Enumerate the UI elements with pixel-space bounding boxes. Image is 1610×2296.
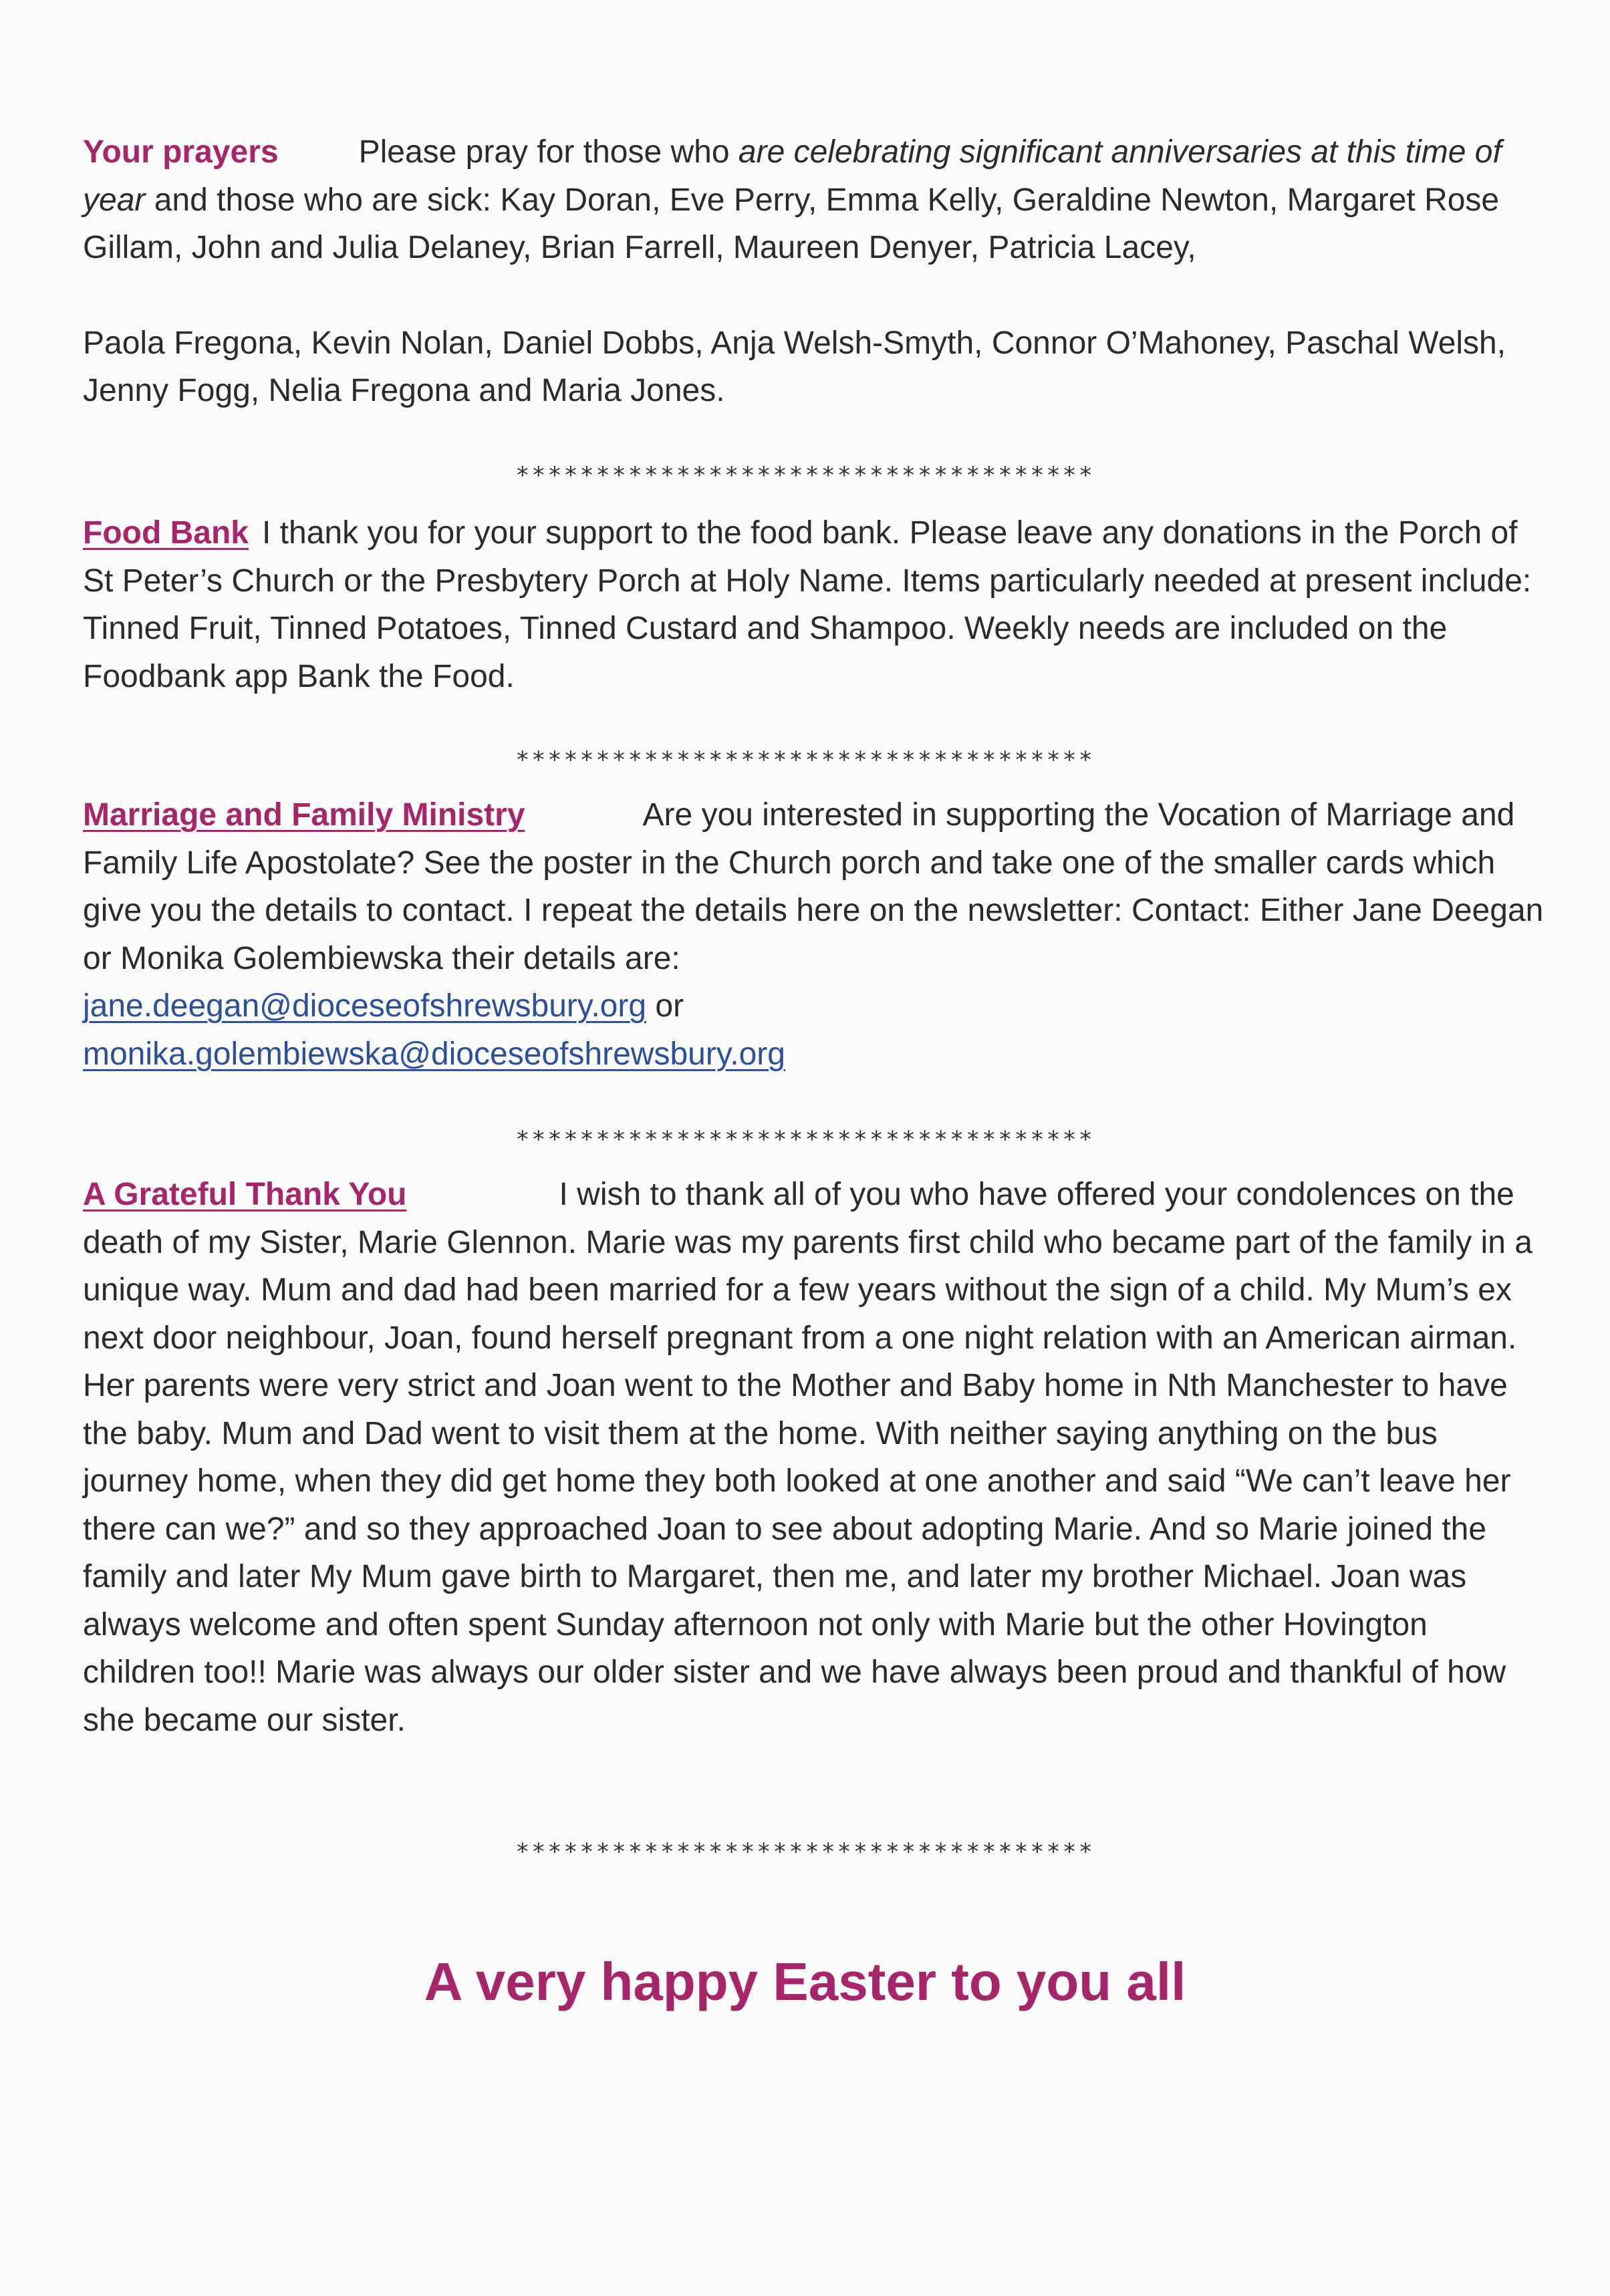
prayers-paragraph-2: Paola Fregona, Kevin Nolan, Daniel Dobbs, Anja Welsh-Smyth, Connor O’Mahoney, Paschal Welsh, Jenny Fogg, Nelia Fregona and Maria Jones. (83, 325, 1506, 408)
prayers-paragraph-1 (83, 128, 1547, 272)
separator: ************************************ (515, 747, 1095, 774)
separator: ************************************ (515, 1127, 1095, 1153)
easter-greeting: A very happy Easter to you all (424, 1952, 1186, 2011)
food-bank-text: I thank you for your support to the food bank. Please leave any donations in the Porch of St Peter’s Church or the Presbytery Porch at Holy Name. Items particularly needed at present include: Tinned Fruit, Tinned Potatoes, Tinned Custard and Shampoo. Weekly needs are included on the Foodbank app Bank the Food. (83, 515, 1532, 694)
thanks-heading: A Grateful Thank You (83, 1177, 407, 1212)
prayers-heading: Your prayers (83, 134, 279, 170)
food-bank-section (83, 509, 1547, 700)
marriage-heading: Marriage and Family Ministry (83, 797, 525, 833)
food-bank-heading: Food Bank (83, 515, 249, 551)
prayers-sick-names: and those who are sick: Kay Doran, Eve Perry, Emma Kelly, Geraldine Newton, Margaret Rose Gillam, John and Julia Delaney, Brian Farrell, Maureen Denyer, Patricia Lacey, (83, 182, 1500, 265)
thanks-text: I wish to thank all of you who have offered your condolences on the death of my Sister, Marie Glennon. Marie was my parents first child who became part of the family in a unique way. Mum and dad had been married for a few years without the sign of a child. My Mum’s ex next door neighbour, Joan, found herself pregnant from a one night relation with an American airman. Her parents were very strict and Joan went to the Mother and Baby home in Nth Manchester to have the baby. Mum and Dad went to visit them at the home. With neither saying anything on the bus journey home, when they did get home they both looked at one another and said “We can’t leave her there can we?” and so they approached Joan to see about adopting Marie. And so Marie joined the family and later My Mum gave birth to Margaret, then me, and later my brother Michael. Joan was always welcome and often spent Sunday afternoon not only with Marie but the other Hovington children too!! Marie was always our older sister and we have always been proud and thankful of how she became our sister. (83, 1177, 1532, 1738)
prayers-intro: Please pray for those who (358, 134, 739, 170)
email-link-jane[interactable]: jane.deegan@dioceseofshrewsbury.org (83, 988, 647, 1024)
separator: ************************************ (515, 1839, 1095, 1866)
thanks-section (83, 1171, 1547, 1744)
prayers-anniversaries: are celebrating significant anniversaries at this time of year (83, 134, 1502, 218)
prayers-section (83, 128, 1547, 415)
email-link-monika[interactable]: monika.golembiewska@dioceseofshrewsbury.org (83, 1036, 785, 1072)
separator: ************************************ (515, 462, 1095, 489)
marriage-text: Are you interested in supporting the Vocation of Marriage and Family Life Apostolate? See the poster in the Church porch and take one of the smaller cards which give you the details to contact. I repeat the details here on the newsletter: Contact: Either Jane Deegan or Monika Golembiewska their details are: (83, 797, 1544, 976)
marriage-section (83, 791, 1547, 1078)
marriage-or: or (646, 988, 684, 1024)
